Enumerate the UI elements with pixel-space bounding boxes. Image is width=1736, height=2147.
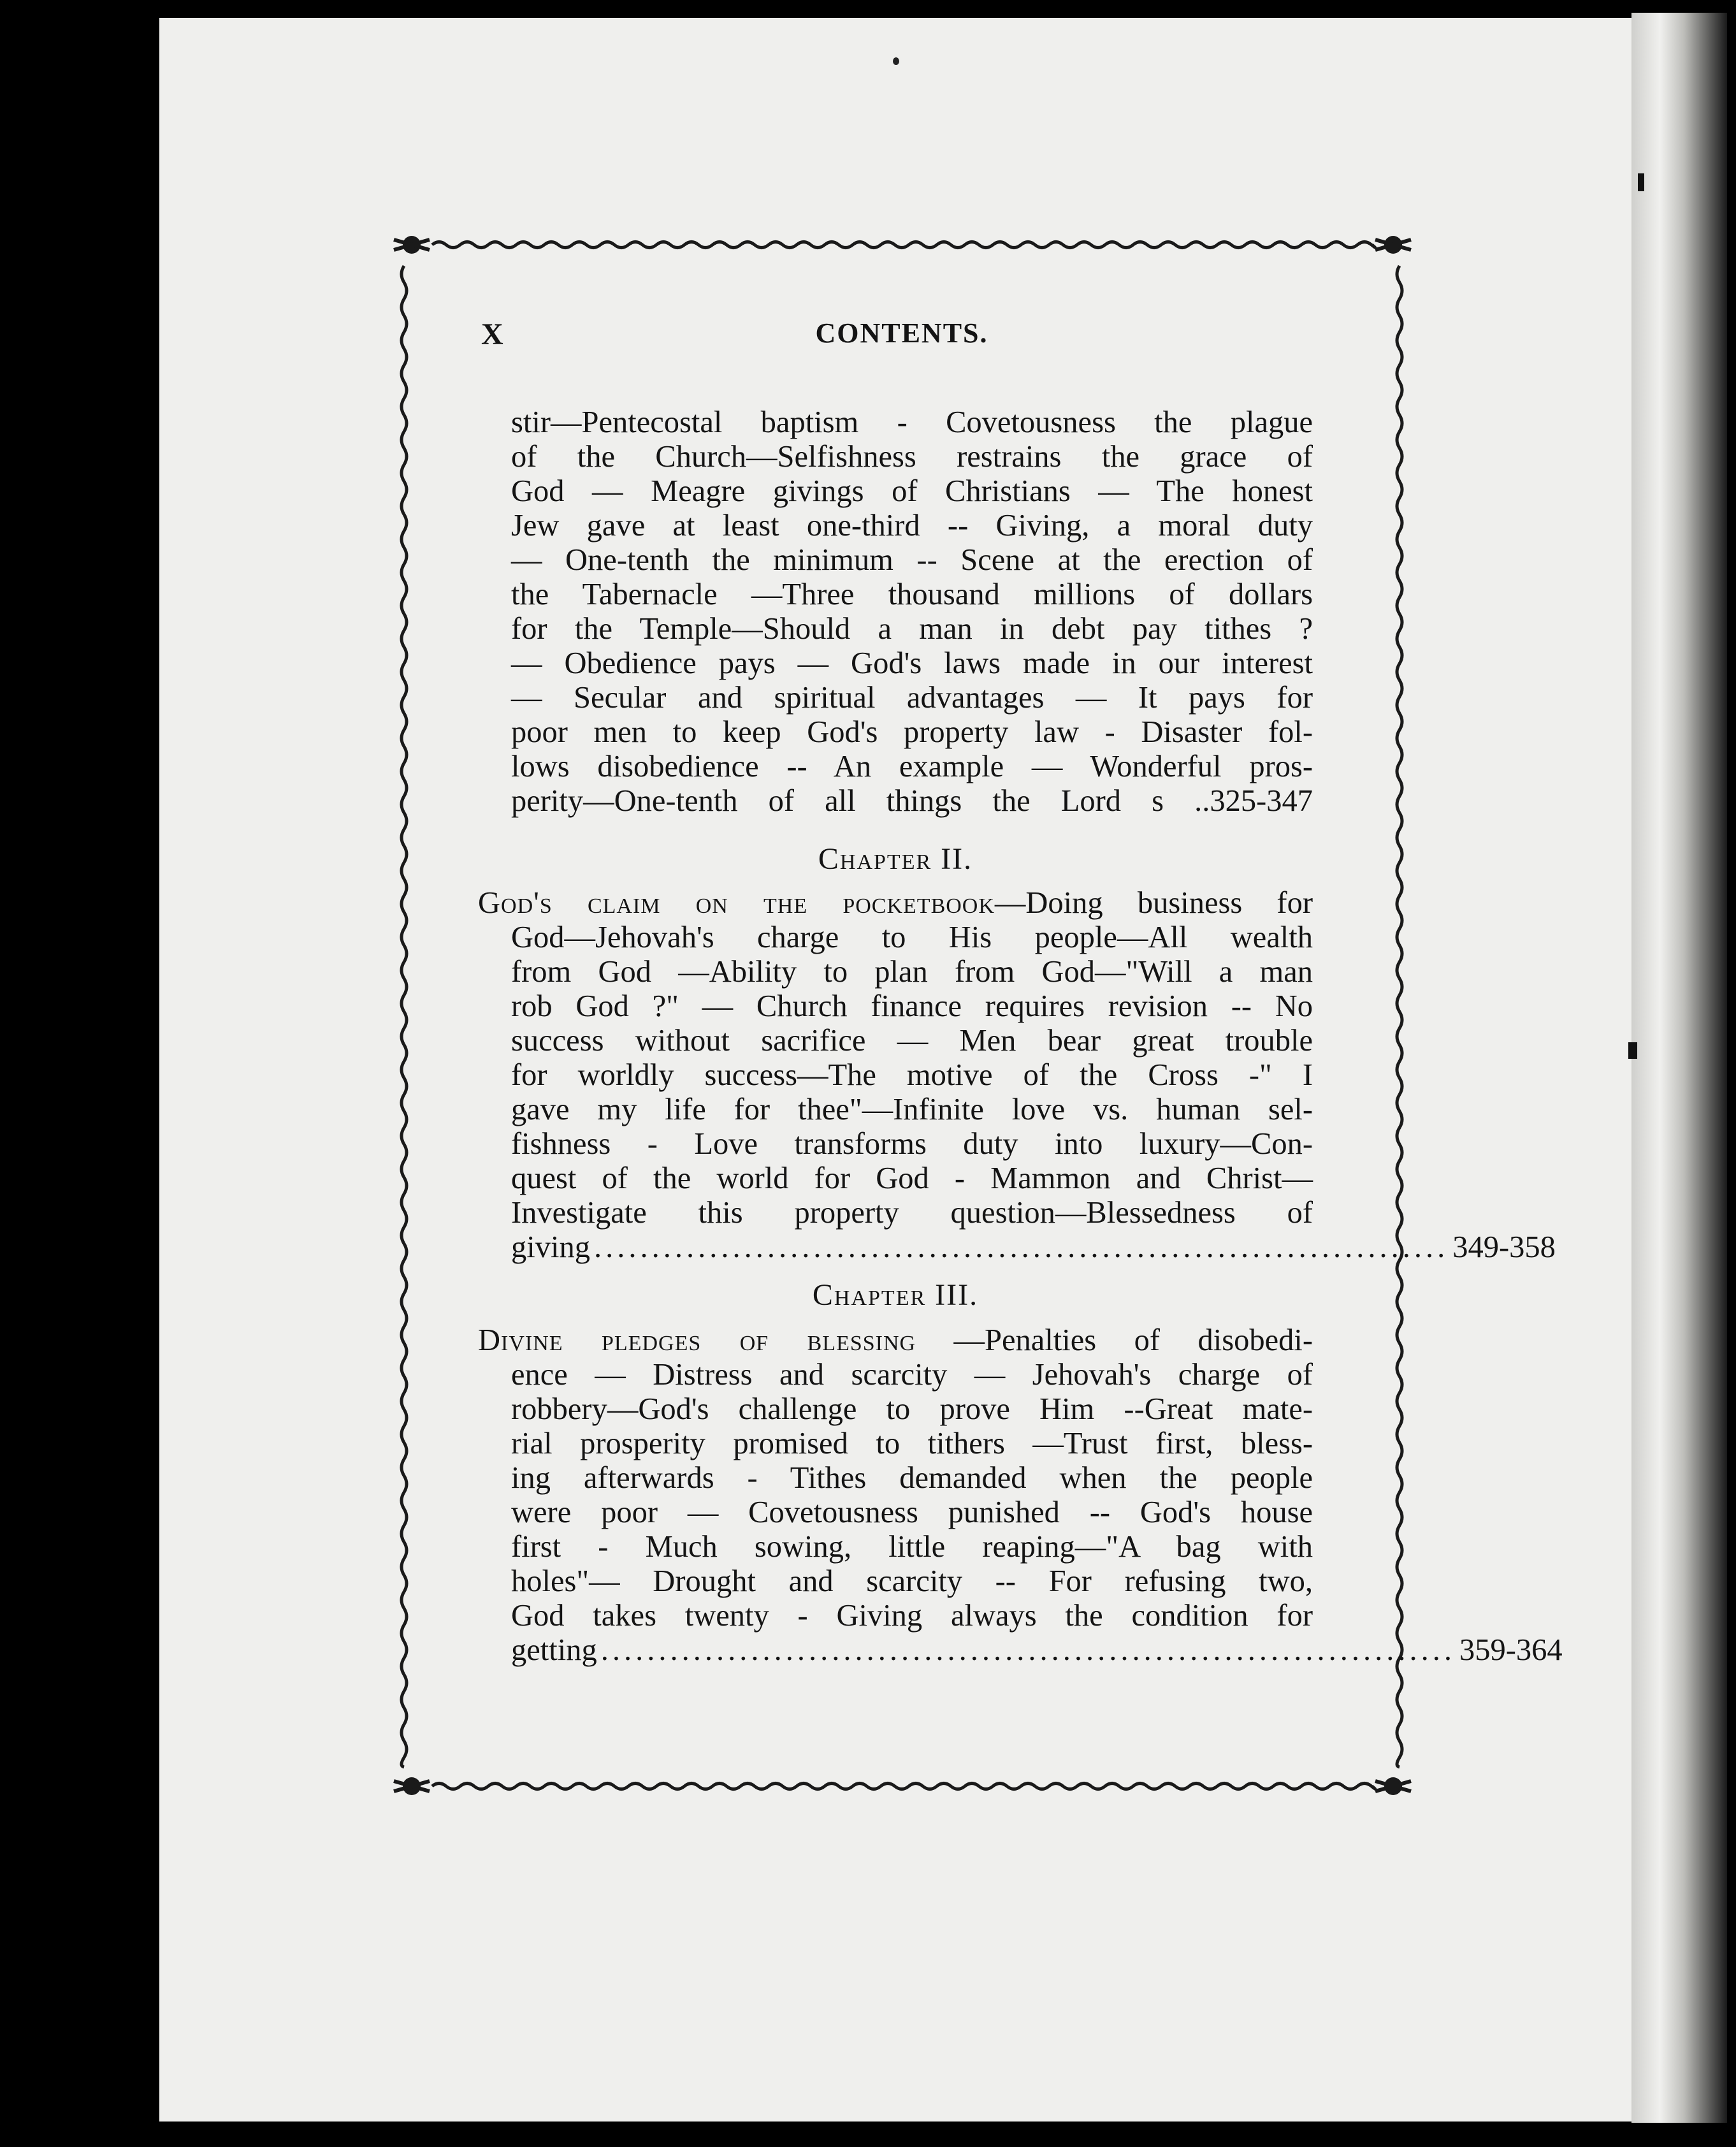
page-folio: X: [481, 317, 503, 351]
chapter-2-heading: Chapter II.: [818, 842, 973, 876]
corner-ornament-bottom-left: [394, 1777, 430, 1795]
entry-line: God — Meagre givings of Christians — The honest: [511, 474, 1313, 508]
entry-line: Jew gave at least one-third -- Giving, a moral duty: [511, 509, 1313, 542]
entry-line-rest: —Penalties of disobedi-: [916, 1323, 1313, 1357]
running-head: [481, 317, 1322, 361]
entry-line: — Obedience pays — God's laws made in our interest: [511, 646, 1313, 680]
contents-entry-chapter-1-tail: [478, 405, 1313, 819]
entry-line: perity—One-tenth of all things the Lord s ..325-347: [511, 784, 1313, 818]
entry-line-rest: —Doing business for: [994, 886, 1313, 920]
page-fold-shadow: [1631, 13, 1727, 2123]
entry-line: robbery—God's challenge to prove Him --Great mate-: [511, 1392, 1313, 1426]
entry-line: Investigate this property question—Blessedness of: [511, 1196, 1313, 1230]
entry-page-range-line: [478, 1230, 1556, 1265]
border-top-wave: [432, 242, 1375, 248]
entry-line: God—Jehovah's charge to His people—All wealth: [511, 921, 1313, 954]
ink-speck: [893, 57, 899, 65]
entry-line: the Tabernacle —Three thousand millions of dollars: [511, 578, 1313, 611]
entry-last-word: getting: [511, 1633, 597, 1667]
entry-line: of the Church—Selfishness restrains the grace of: [511, 440, 1313, 474]
corner-ornament-bottom-right: [1375, 1777, 1411, 1795]
border-bottom-wave: [432, 1784, 1375, 1789]
entry-pages: 349-358: [1452, 1230, 1556, 1264]
running-title: CONTENTS.: [815, 317, 988, 349]
entry-line: ence — Distress and scarcity — Jehovah's charge of: [511, 1358, 1313, 1392]
entry-line: lows disobedience -- An example — Wonderful pros-: [511, 750, 1313, 783]
dot-leader: ..........................................................................: [593, 1230, 1449, 1264]
entry-line: for the Temple—Should a man in debt pay tithes ?: [511, 612, 1313, 646]
border-left-wave: [401, 266, 407, 1767]
entry-line: for worldly success—The motive of the Cross -" I: [511, 1058, 1313, 1092]
entry-line: first - Much sowing, little reaping—"A bag with: [511, 1530, 1313, 1564]
entry-line: success without sacrifice — Men bear great trouble: [511, 1024, 1313, 1058]
chapter-3-heading: Chapter III.: [812, 1278, 979, 1312]
entry-first-line: [478, 1323, 1313, 1358]
entry-line: God takes twenty - Giving always the condition for: [511, 1599, 1313, 1633]
entry-pages: 359-364: [1459, 1633, 1563, 1667]
entry-line: — One-tenth the minimum -- Scene at the erection of: [511, 543, 1313, 577]
edge-ink-mark: [1638, 173, 1644, 191]
entry-page-range-line: [478, 1633, 1563, 1668]
entry-line: stir—Pentecostal baptism - Covetousness the plague: [511, 405, 1313, 439]
entry-line: from God —Ability to plan from God—"Will a man: [511, 955, 1313, 989]
entry-line: rob God ?" — Church finance requires revision -- No: [511, 989, 1313, 1023]
entry-line: — Secular and spiritual advantages — It pays for: [511, 681, 1313, 715]
entry-title: Divine pledges of blessing: [478, 1323, 916, 1357]
entry-line: poor men to keep God's property law - Disaster fol-: [511, 715, 1313, 749]
entry-line: fishness - Love transforms duty into luxury—Con-: [511, 1127, 1313, 1161]
entry-last-word: giving: [511, 1230, 590, 1264]
entry-first-line: [478, 886, 1313, 921]
entry-line: ing afterwards - Tithes demanded when the people: [511, 1461, 1313, 1495]
contents-entry-chapter-2: [478, 886, 1556, 1265]
contents-entry-chapter-3: [478, 1323, 1563, 1668]
entry-title: God's claim on the pocketbook: [478, 886, 995, 920]
entry-line: holes"— Drought and scarcity -- For refusing two,: [511, 1564, 1313, 1598]
corner-ornament-top-left: [394, 236, 430, 254]
border-right-wave: [1397, 266, 1402, 1767]
dot-leader: ..........................................................................: [600, 1633, 1456, 1667]
entry-line: quest of the world for God - Mammon and Christ—: [511, 1161, 1313, 1195]
edge-ink-mark: [1628, 1042, 1637, 1059]
entry-line: were poor — Covetousness punished -- God's house: [511, 1496, 1313, 1529]
entry-line: gave my life for thee"—Infinite love vs. human sel-: [511, 1093, 1313, 1126]
entry-line: rial prosperity promised to tithers —Trust first, bless-: [511, 1427, 1313, 1460]
corner-ornament-top-right: [1375, 236, 1411, 254]
